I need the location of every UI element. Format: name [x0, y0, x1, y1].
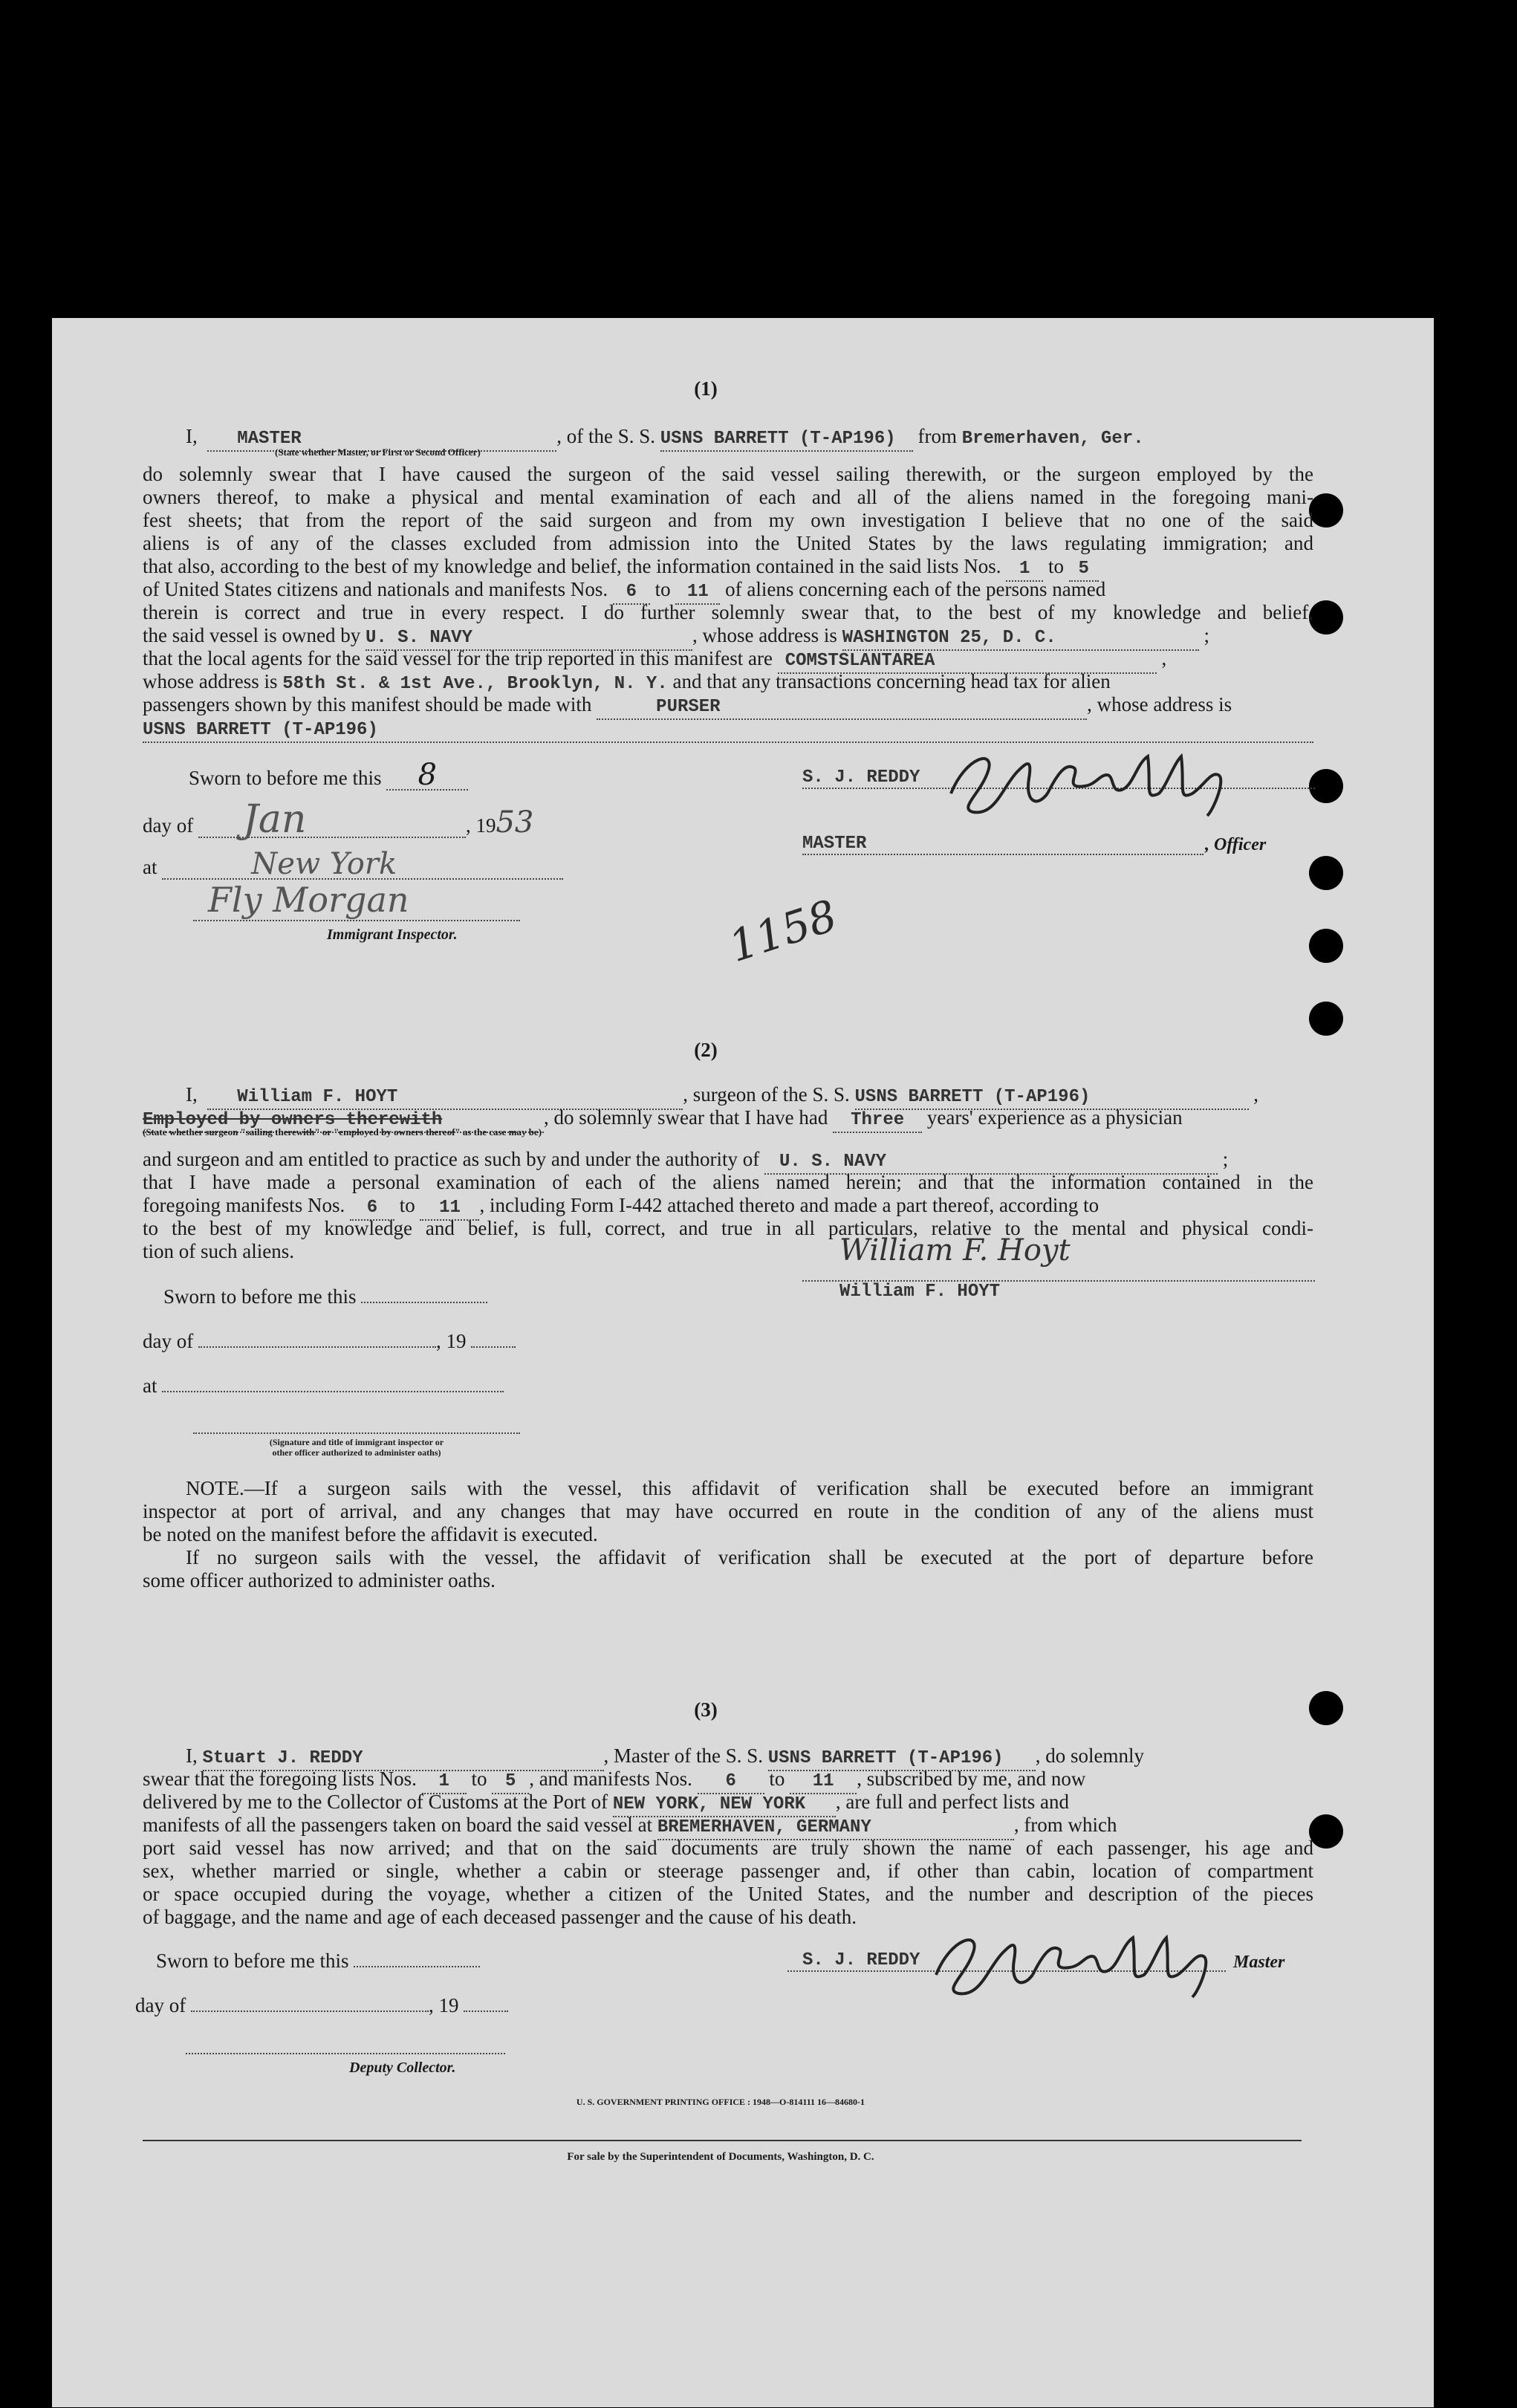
s3-paragraph-line: or space occupied during the voyage, whether a citizen of the United States, and the number and description of the pieces: [143, 1883, 1313, 1905]
s3-master-signature: [921, 1923, 1248, 2005]
s3-first-line: I, Stuart J. REDDY , Master of the S. S. USNS BARRETT (T-AP196) , do solemnly: [186, 1745, 1144, 1771]
punch-hole: [1309, 1002, 1343, 1036]
s3-paragraph-line: port said vessel has now arrived; and that on the said documents are truly shown the name of each passenger, his age and: [143, 1837, 1313, 1859]
s1-owner-line: the said vessel is owned by U. S. NAVY , whose address is WASHINGTON 25, D. C. ;: [143, 624, 1209, 651]
s2-note-line: be noted on the manifest before the affidavit is executed.: [143, 1523, 598, 1545]
s2-surgeon-typed: William F. HOYT: [839, 1282, 1001, 1302]
s3-sworn-line: Sworn to before me this: [156, 1950, 480, 1972]
s2-surgeon-signature: William F. Hoyt: [839, 1233, 1071, 1268]
s3-collector-label: Deputy Collector.: [349, 2060, 456, 2076]
s1-signer-typed: S. J. REDDY: [802, 767, 920, 788]
s2-years: Three: [851, 1110, 905, 1130]
s2-employment: Employed by owners therewith: [143, 1110, 443, 1130]
s2-note-line: If no surgeon sails with the vessel, the affidavit of verification shall be executed at the port of departure before: [186, 1546, 1313, 1568]
s1-master-title: MASTER: [237, 429, 302, 449]
s2-signature-caption: (Signature and title of immigrant inspector or: [269, 1437, 444, 1447]
section-1-number: (1): [694, 377, 718, 400]
s2-employment-subcaption: (State whether surgeon "sailing therewith" or "employed by owners thereof" as the case may be): [143, 1126, 542, 1138]
for-sale-imprint: For sale by the Superintendent of Documents, Washington, D. C.: [567, 2151, 874, 2163]
s1-officer-line: [802, 854, 1203, 856]
s1-officer-label: , Officer: [1205, 835, 1267, 854]
s1-manifests-line: of United States citizens and nationals and manifests Nos. 6 to 11 of aliens concerning each of the persons named: [143, 578, 1105, 605]
s1-day-line: day of Jan , 1953: [143, 797, 534, 842]
s3-day-line: day of , 19: [135, 1994, 508, 2016]
s2-paragraph-line: tion of such aliens.: [143, 1240, 294, 1262]
s1-inspector-line: [193, 920, 520, 922]
s2-authority-line: and surgeon and am entitled to practice as such by and under the authority of U. S. NAVY ;: [143, 1148, 1228, 1175]
s1-headtax-line: passengers shown by this manifest should be made with PURSER , whose address is: [143, 693, 1232, 720]
s2-surgeon-name: William F. HOYT: [237, 1087, 398, 1107]
s1-day-month: Jan: [242, 797, 307, 842]
s2-sworn-line: Sworn to before me this: [163, 1285, 487, 1308]
punch-hole: [1309, 929, 1343, 963]
s2-paragraph-line: to the best of my knowledge and belief, is full, correct, and true in all particulars, relative to the mental and physical condi-: [143, 1217, 1313, 1239]
s1-at-line: at New York: [143, 853, 563, 880]
s1-paragraph-line: aliens is of any of the classes excluded from admission into the United States by the laws regulating immigration; and: [143, 532, 1313, 554]
s1-owner-address: WASHINGTON 25, D. C.: [842, 628, 1056, 648]
s3-departure-line: manifests of all the passengers taken on board the said vessel at BREMERHAVEN, GERMANY , from which: [143, 1814, 1117, 1840]
section-2-number: (2): [694, 1039, 718, 1061]
s2-paragraph-line: that I have made a personal examination of each of the aliens named herein; and that the information contained in the: [143, 1171, 1313, 1193]
punch-hole: [1309, 856, 1343, 890]
punch-hole: [1309, 1814, 1343, 1849]
s2-manifests-line: foregoing manifests Nos. 6 to 11 , including Form I-442 attached thereto and made a part thereof, according to: [143, 1194, 1099, 1221]
s1-sworn-line: Sworn to before me this 8: [189, 764, 468, 791]
punch-hole: [1309, 769, 1343, 803]
s1-first-line: I, MASTER , of the S. S. USNS BARRETT (T-AP196) from Bremerhaven, Ger.: [186, 425, 1144, 452]
s1-year: 53: [496, 805, 534, 840]
bottom-rule: [143, 2140, 1302, 2141]
s1-agents-address-line: whose address is 58th St. & 1st Ave., Brooklyn, N. Y. and that any transactions concerning head tax for alien: [143, 670, 1111, 694]
s1-agents-line: that the local agents for the said vessel for the trip reported in this manifest are COMSTSLANTAREA ,: [143, 647, 1166, 674]
s3-master-label: Master: [1233, 1953, 1285, 1972]
s1-master-signature: [936, 741, 1263, 823]
s3-departure-port: BREMERHAVEN, GERMANY: [657, 1817, 871, 1837]
s1-paragraph-line: owners thereof, to make a physical and mental examination of each and all of the aliens named in the foregoing mani-: [143, 486, 1313, 508]
stamp-number: 1158: [723, 889, 843, 973]
s1-at-place: New York: [251, 847, 397, 881]
s1-headtax-address: USNS BARRETT (T-AP196): [143, 720, 378, 740]
s1-paragraph-line: do solemnly swear that I have caused the surgeon of the said vessel sailing therewith, or the surgeon employed by the: [143, 463, 1313, 485]
s1-headtax: PURSER: [656, 697, 721, 717]
s3-port: NEW YORK, NEW YORK: [612, 1794, 806, 1814]
section-3-number: (3): [694, 1698, 718, 1721]
s2-authority: U. S. NAVY: [779, 1152, 887, 1172]
s1-master-subcaption: (State whether Master, or First or Second Officer): [275, 447, 481, 458]
s2-day-line: day of , 19: [143, 1330, 516, 1352]
s2-note-line: inspector at port of arrival, and any changes that may have occurred en route in the condition of any of the aliens must: [143, 1500, 1313, 1522]
s1-paragraph-line: therein is correct and true in every respect. I do further solemnly swear that, to the best of my knowledge and belief,: [143, 601, 1313, 623]
s1-headtax-address-line: [143, 716, 1313, 743]
s3-port-line: delivered by me to the Collector of Customs at the Port of NEW YORK, NEW YORK , are full and perfect lists and: [143, 1791, 1069, 1817]
s2-vessel-name: USNS BARRETT (T-AP196): [854, 1087, 1091, 1107]
s1-inspector-label: Immigrant Inspector.: [327, 926, 458, 943]
punch-hole: [1309, 1691, 1343, 1725]
s1-from-port: Bremerhaven, Ger.: [961, 429, 1144, 449]
gpo-imprint: U. S. GOVERNMENT PRINTING OFFICE : 1948—O-814111 16—84680-1: [576, 2097, 865, 2107]
s3-vessel-name: USNS BARRETT (T-AP196): [767, 1748, 1004, 1768]
manifest-affidavit-page: [52, 318, 1434, 2407]
s1-sworn-day: 8: [418, 758, 437, 792]
s2-note-line: NOTE.—If a surgeon sails with the vessel, this affidavit of verification shall be executed before an immigrant: [186, 1477, 1313, 1499]
s3-collector-line: [186, 2053, 505, 2055]
punch-hole: [1309, 493, 1343, 528]
s2-note-line: some officer authorized to administer oaths.: [143, 1569, 496, 1591]
s2-second-line: Employed by owners therewith , do solemnly swear that I have had Three years' experience as a physician: [143, 1106, 1183, 1133]
s1-lists-line: that also, according to the best of my knowledge and belief, the information contained in the said lists Nos. 1 to 5: [143, 555, 1099, 582]
s1-vessel-name: USNS BARRETT (T-AP196): [660, 429, 896, 449]
s1-agents: COMSTSLANTAREA: [785, 651, 935, 671]
s1-inspector-signature: Fly Morgan: [208, 880, 409, 920]
s3-paragraph-line: of baggage, and the name and age of each deceased passenger and the cause of his death.: [143, 1906, 857, 1928]
s3-paragraph-line: sex, whether married or single, whether a cabin or steerage passenger and, if other than cabin, location of compartment: [143, 1860, 1313, 1882]
s2-surgeon-line: [802, 1280, 1315, 1282]
s2-first-line: I, William F. HOYT , surgeon of the S. S. USNS BARRETT (T-AP196) ,: [186, 1083, 1258, 1110]
s2-at-line: at: [143, 1375, 504, 1397]
s1-agents-address: 58th St. & 1st Ave., Brooklyn, N. Y.: [282, 674, 668, 694]
s2-signature-caption: other officer authorized to administer oaths): [272, 1447, 441, 1458]
s1-paragraph-line: fest sheets; that from the report of the said surgeon and from my own investigation I believe that no one of the said: [143, 509, 1313, 531]
s2-signature-line: [193, 1432, 520, 1435]
s3-signer-typed: S. J. REDDY: [802, 1950, 920, 1970]
s1-owner: U. S. NAVY: [365, 628, 472, 648]
s3-lists-line: swear that the foregoing lists Nos. 1 to 5 , and manifests Nos. 6 to 11 , subscribed by me, and now: [143, 1768, 1085, 1794]
punch-hole: [1309, 600, 1343, 635]
s1-master-typed: MASTER: [802, 834, 867, 854]
s3-master-name: Stuart J. REDDY: [202, 1748, 363, 1768]
